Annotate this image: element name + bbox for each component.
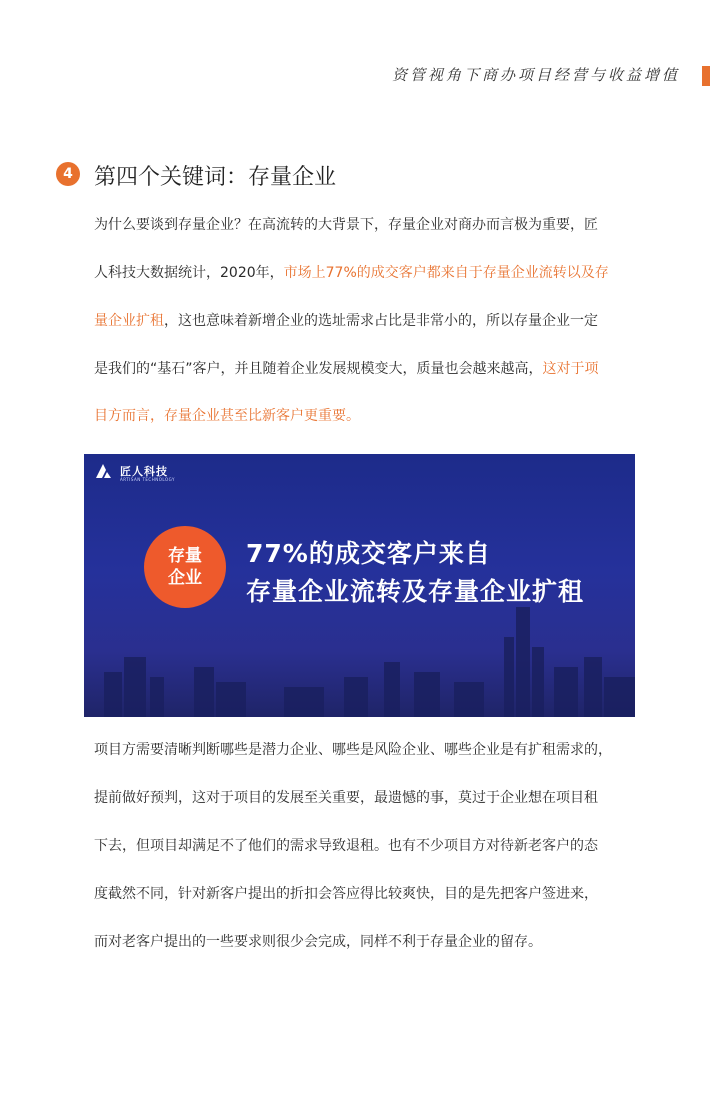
banner-headline-1: 77%的成交客户来自: [246, 539, 491, 568]
paragraph-2-line-4: 度截然不同，针对新客户提出的折扣会答应得比较爽快，目的是先把客户签进来，: [94, 886, 598, 902]
header-title: 资管视角下商办项目经营与收益增值: [391, 66, 680, 84]
highlight-text: 这对于项: [542, 361, 599, 377]
banner-image: [84, 454, 635, 717]
paragraph-2-line-5: 而对老客户提出的一些要求则很少会完成，同样不利于存量企业的留存。: [94, 934, 542, 950]
paragraph-1-line-2: 人科技大数据统计，2020年，市场上77%的成交客户都来自于存量企业流转以及存: [94, 265, 609, 281]
paragraph-1-line-1: 为什么要谈到存量企业？在高流转的大背景下，存量企业对商办而言极为重要，匠: [94, 217, 598, 233]
circle-line-2: 企业: [168, 568, 202, 588]
section-heading: 第四个关键词：存量企业: [94, 165, 337, 190]
banner-badge-circle: [144, 526, 226, 608]
logo-subtext: ARTISAN TECHNOLOGY: [120, 477, 175, 482]
logo-text: 匠人科技: [120, 465, 168, 478]
circle-line-1: 存量: [168, 546, 202, 566]
paragraph-1-line-5: [94, 404, 634, 428]
highlight-text: 目方而言，存量企业甚至比新客户更重要。: [94, 408, 360, 424]
paragraph-1-line-3: 量企业扩租，这也意味着新增企业的选址需求占比是非常小的，所以存量企业一定: [94, 313, 598, 329]
paragraph-2-line-3: 下去，但项目却满足不了他们的需求导致退租。也有不少项目方对待新老客户的态: [94, 838, 598, 854]
section-number-badge: 4: [56, 162, 80, 186]
paragraph-2-line-2: 提前做好预判，这对于项目的发展至关重要，最遗憾的事，莫过于企业想在项目租: [94, 790, 598, 806]
logo-icon: [96, 464, 114, 478]
paragraph-2-line-1: 项目方需要清晰判断哪些是潜力企业、哪些是风险企业、哪些企业是有扩租需求的，: [94, 742, 612, 758]
banner-headline-2: 存量企业流转及存量企业扩租: [246, 577, 585, 606]
header-accent-bar: [702, 66, 710, 86]
paragraph-1-line-4: 是我们的“基石”客户，并且随着企业发展规模变大，质量也会越来越高，这对于项: [94, 361, 599, 377]
banner-logo: [96, 463, 175, 482]
highlight-text: 量企业扩租: [94, 313, 164, 329]
highlight-text: 市场上77%的成交客户都来自于存量企业流转以及存: [283, 265, 609, 281]
